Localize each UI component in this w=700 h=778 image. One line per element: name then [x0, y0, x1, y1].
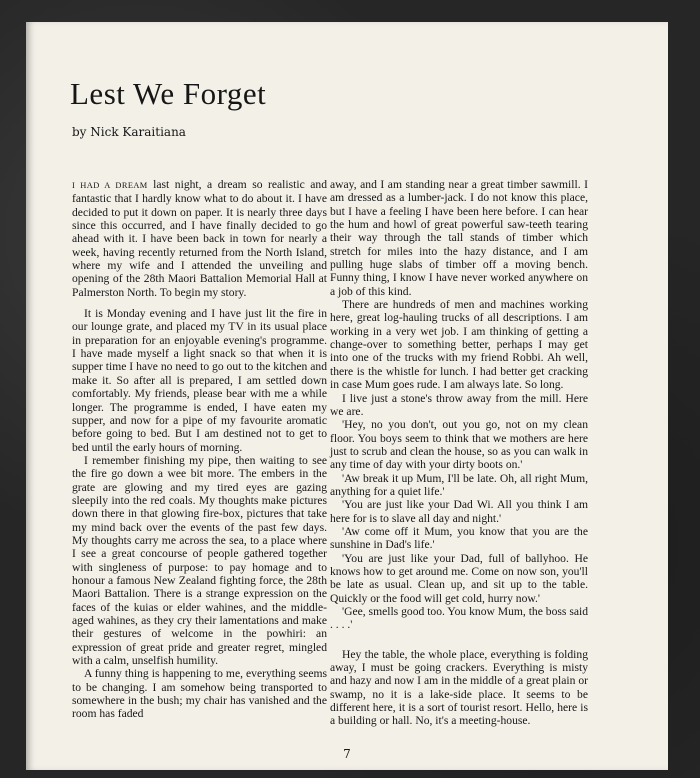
paragraph: I remember finishing my pipe, then waiting to see the fire go down a wee bit more. The embers in the grate are glowing and my tired eyes are gazing sleepily into the red coals. My thoughts make pictures down there in that glowing fire-box, pictures that take my mind back over the events of the past few days. My thoughts carry me across the sea, to a place where I see a great concourse of people gathered together with singleness of purpose: to pay homage and to honour a famous New Zealand fighting force, the 28th Maori Battalion. There is a strange expression on the faces of the kuias or elder wahines, and the middle-aged wahines, as they cry their lamentations and make their gestures of welcome in the powhiri: an expression of great pride and greater regret, mingled with a calm, unselfish humility.: [72, 453, 327, 668]
page-number: 7: [343, 747, 351, 761]
lead-smallcaps: I HAD A DREAM: [72, 181, 148, 190]
lead-paragraph-text: last night, a dream so realistic and fantastic that I hardly know what to do about it. I have decided to put it down on paper. It is nearly three days since this occurred, and I have finally decided to go ahead with it. I have been back in town for nearly a week, having recently returned from the North Island, where my wife and I attended the unveiling and opening of the 28th Maori Battalion Memorial Hall at Palmerston North. To begin my story.: [72, 178, 327, 299]
dialogue-paragraph: 'You are just like your Dad, full of ballyhoo. He knows how to get around me. Come on now son, you'll be late as usual. Clean up, and sit up to the table. Quickly or the food will get cold, hurry now.': [330, 551, 588, 605]
paragraph: It is Monday evening and I have just lit the fire in our lounge grate, and placed my TV in its usual place in preparation for an enjoyable evening's programme. I have made myself a light snack so that when it is supper time I have no need to go out to the kitchen and make it. So after all is prepared, I am settled down comfortably. My friends, please bear with me a while longer. The programme is ended, I have eaten my supper, and now for a pipe of my favourite aromatic before going to bed. But I am destined not to get to bed until the early hours of morning.: [72, 307, 327, 454]
dialogue-paragraph: 'Hey, no you don't, out you go, not on my clean floor. You boys seem to think that we mothers are here just to scrub and clean the house, so as you can walk in any time of day with your dirty boots on.': [330, 418, 588, 472]
dialogue-paragraph: 'You are just like your Dad Wi. All you think I am here for is to slave all day and night.': [330, 498, 588, 525]
dialogue-paragraph: 'Gee, smells good too. You know Mum, the boss said . . . .': [330, 605, 588, 632]
article-byline: by Nick Karaitiana: [72, 125, 186, 139]
text-column-left: [72, 178, 327, 721]
paragraph: A funny thing is happening to me, everything seems to be changing. I am somehow being transported to somewhere in the bush; my chair has vanished and the room has faded: [72, 667, 327, 721]
paragraph: Hey the table, the whole place, everything is folding away, I must be going crackers. Everything is misty and hazy and now I am in the middle of a great plain or swamp, no it is a lake-side place. It seems to be different here, it is a sort of tourist resort. Hello, here is a building or hall. No, it's a meeting-house.: [330, 647, 588, 728]
paragraph: There are hundreds of men and machines working here, great log-hauling trucks of all descriptions. I am working in a very wet job. I am thinking of getting a change-over to something better, perhaps I may get into one of the trucks with my friend Robbi. Ah well, there is the whistle for lunch. I had better get cracking in case Mum goes rude. I am always late. So long.: [330, 298, 588, 392]
continued-paragraph: away, and I am standing near a great timber sawmill. I am dressed as a lumber-jack. I do not know this place, but I have a feeling I have been here before. I can hear the hum and howl of great powerful saw-teeth tearing their way through the tall stands of timber which stretch for miles into the hazy distance, and I am pulling huge slabs of timber off a moving bench. Funny thing, I know I have never worked anywhere on a job of this kind.: [330, 178, 588, 298]
magazine-page: [26, 22, 668, 770]
dialogue-paragraph: 'Aw come off it Mum, you know that you are the sunshine in Dad's life.': [330, 524, 588, 552]
paragraph: I live just a stone's throw away from the mill. Here we are.: [330, 391, 588, 418]
lead-paragraph: [72, 178, 327, 299]
article-title: Lest We Forget: [70, 76, 267, 111]
dialogue-paragraph: 'Aw break it up Mum, I'll be late. Oh, all right Mum, anything for a quiet life.': [330, 471, 588, 498]
text-column-right: [330, 178, 588, 728]
